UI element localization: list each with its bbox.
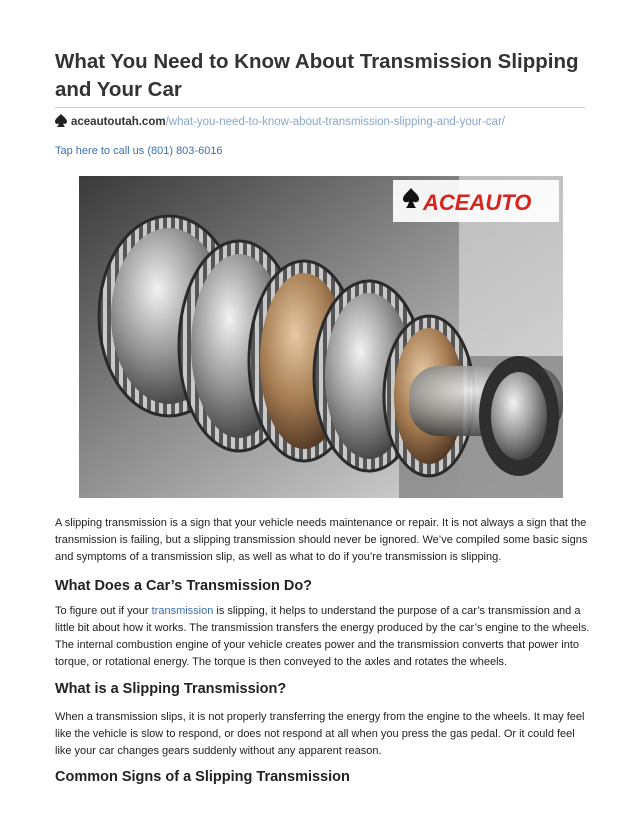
spade-icon — [55, 114, 67, 132]
section-heading-3: Common Signs of a Slipping Transmission — [55, 769, 350, 785]
section-heading-1: What Does a Car’s Transmission Do? — [55, 578, 313, 594]
page-title: What You Need to Know About Transmission Slipping and Your Car — [55, 50, 579, 101]
ace-auto-logo — [393, 180, 559, 222]
source-line[interactable] — [55, 114, 505, 132]
hero-image — [79, 176, 563, 498]
intro-paragraph: A slipping transmission is a sign that your vehicle needs maintenance or repair. It is not always a sign that the transmission is failing, but a slipping transmission should never be ignored. We’ve compiled some basic signs and symptoms of a transmission slip, as well as what to do if you’re transmission is slipping. — [55, 517, 588, 563]
svg-text:ACEAUTO: ACEAUTO — [423, 190, 532, 215]
call-link[interactable]: Tap here to call us (801) 803-6016 — [55, 145, 223, 157]
section-heading-2: What is a Slipping Transmission? — [55, 681, 287, 697]
source-domain[interactable]: aceautoutah.com — [71, 116, 166, 128]
transmission-link[interactable]: transmission — [151, 605, 214, 617]
section-paragraph-1: To figure out if your transmission is slipping, it helps to understand the purpose of a car’s transmission and a little bit about how it works. The transmission transfers the energy produced by the car’s engine to the wheels. The internal combustion engine of your vehicle creates power and the transmission converts that power into torque, or rotational energy. The torque is then conveyed to the axles and rotates the wheels. — [55, 605, 590, 668]
section-paragraph-2: When a transmission slips, it is not properly transferring the energy from the engine to the wheels. It may feel like the vehicle is slow to respond, or does not respond at all when you press the gas pedal. Or it could feel like your car changes gears suddenly without any apparent reason. — [55, 711, 585, 757]
source-path[interactable]: /what-you-need-to-know-about-transmission-slipping-and-your-car/ — [165, 116, 505, 128]
title-divider — [55, 107, 585, 108]
